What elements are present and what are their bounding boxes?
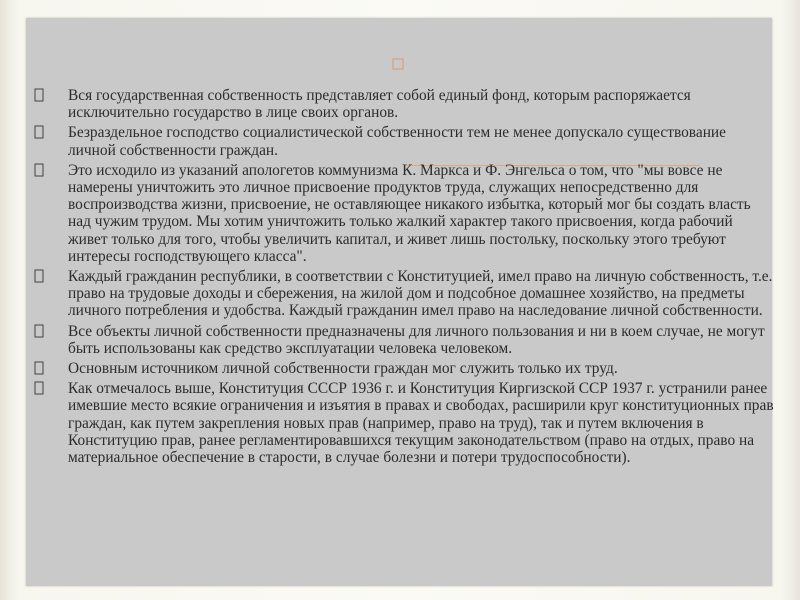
- bullet-text: Это исходило из указаний апологетов коммунизма К. Маркса и Ф. Энгельса о том, что "мы вовсе не намерены уничтожить это личное присвоение продуктов труда, служащих непосредственно для воспроизводства жизни, присвоение, не оставляющее никакого избытка, который мог бы создать власть над чужим трудом. Мы хотим уничтожить только жалкий характер такого присвоения, когда рабочий живет только для того, чтобы увеличить капитал, и живет лишь постольку, поскольку этого требуют интересы господствующего класса".: [68, 161, 751, 265]
- bullet-text: Безраздельное господство социалистической собственности тем не менее допускало существование личной собственности граждан.: [68, 124, 726, 159]
- bullet-text: Вся государственная собственность представляет собой единый фонд, которым распоряжается исключительно государство в лице своих органов.: [68, 87, 691, 122]
- bullet-list: [34, 87, 774, 469]
- missing-glyph-box-icon: [34, 381, 45, 395]
- bullet-item: [34, 268, 774, 320]
- missing-glyph-box-icon: [34, 163, 45, 177]
- missing-glyph-box-icon: [34, 88, 45, 102]
- title-ornament-icon: [392, 58, 404, 70]
- bullet-text: Все объекты личной собственности предназначены для личного пользования и ни в коем случае, не могут быть использованы как средство эксплуатации человека человеком.: [68, 322, 765, 357]
- bullet-text: Основным источником личной собственности граждан мог служить только их труд.: [68, 360, 618, 378]
- missing-glyph-box-icon: [34, 324, 45, 338]
- bullet-item: [34, 87, 774, 121]
- bullet-item: [34, 323, 774, 357]
- missing-glyph-box-icon: [34, 361, 45, 375]
- bullet-item: [34, 380, 774, 466]
- bullet-item: [34, 124, 774, 158]
- missing-glyph-box-icon: [34, 125, 45, 139]
- bullet-item: [34, 162, 774, 265]
- missing-glyph-box-icon: [34, 269, 45, 283]
- bullet-item: [34, 360, 774, 377]
- bullet-text: Каждый гражданин республики, в соответствии с Конституцией, имел право на личную собственность, т.е. право на трудовые доходы и сбережения, на жилой дом и подсобное домашнее хозяйство, на предметы личного потребления и удобства. Каждый гражданин имел право на наследование личной собственности.: [68, 268, 773, 320]
- bullet-text: Как отмечалось выше, Конституция СССР 1936 г. и Конституция Киргизской ССР 1937 г. устранили ранее имевшие место всякие ограничения и изъятия в правах и свободах, расширили круг конституционных прав граждан, как путем закрепления новых прав (например, право на труд), так и путем включения в Конституцию прав, ранее регламентировавшихся текущим законодательством (право на отдых, право на материальное обеспечение в старости, в случае болезни и потери трудоспособности).: [68, 380, 774, 467]
